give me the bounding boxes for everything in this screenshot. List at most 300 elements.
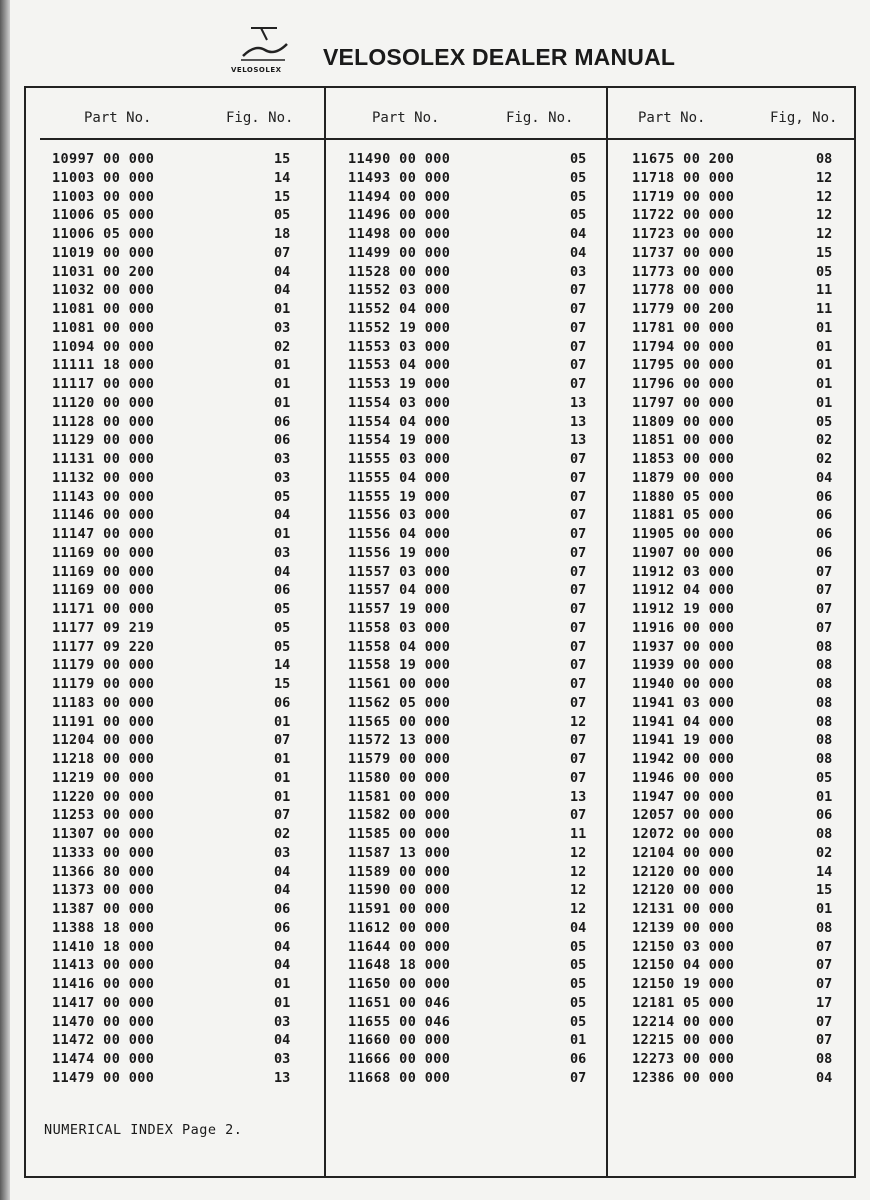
figure-number: 04 <box>570 226 587 242</box>
table-row <box>40 263 336 282</box>
part-number: 11675 00 200 <box>632 151 735 167</box>
part-number: 10997 00 000 <box>52 151 155 167</box>
figure-number: 04 <box>816 469 833 486</box>
part-no-header: Part No. <box>84 110 152 126</box>
figure-number: 12 <box>570 844 587 861</box>
table-row <box>336 713 620 732</box>
part-number: 11881 05 000 <box>632 507 735 524</box>
table-row <box>40 356 336 375</box>
figure-number: 04 <box>274 263 291 280</box>
part-number: 11942 00 000 <box>632 751 735 767</box>
index-table <box>24 86 856 1178</box>
table-row <box>336 1013 620 1032</box>
table-row <box>336 413 620 432</box>
table-row <box>40 225 336 244</box>
figure-number: 01 <box>274 788 291 805</box>
part-number: 11809 00 000 <box>632 413 735 430</box>
part-number: 11651 00 046 <box>348 994 451 1011</box>
figure-number: 06 <box>816 544 833 561</box>
part-number: 11387 00 000 <box>52 901 155 917</box>
table-row <box>336 225 620 244</box>
figure-number: 01 <box>274 769 291 786</box>
part-number: 12214 00 000 <box>632 1013 735 1030</box>
part-number: 11552 03 000 <box>348 282 451 299</box>
figure-number: 07 <box>570 507 587 524</box>
table-row <box>40 338 336 357</box>
table-row <box>620 1013 856 1032</box>
figure-number: 08 <box>816 919 833 936</box>
table-row <box>336 1031 620 1050</box>
part-number: 11795 00 000 <box>632 357 735 374</box>
figure-number: 12 <box>816 169 833 186</box>
figure-number: 05 <box>570 957 587 974</box>
table-row <box>620 188 856 207</box>
table-row <box>336 281 620 300</box>
table-row <box>620 1069 856 1088</box>
figure-number: 07 <box>570 319 587 336</box>
figure-number: 07 <box>570 488 587 505</box>
figure-number: 05 <box>570 1013 587 1030</box>
table-row <box>620 675 856 694</box>
table-row <box>620 919 856 938</box>
part-list <box>40 150 336 1088</box>
figure-number: 07 <box>570 451 587 467</box>
part-number: 11718 00 000 <box>632 169 735 186</box>
part-number: 11472 00 000 <box>52 1032 155 1049</box>
table-row <box>620 975 856 994</box>
table-row <box>336 375 620 394</box>
part-number: 11794 00 000 <box>632 338 735 355</box>
figure-number: 14 <box>274 657 291 674</box>
figure-number: 08 <box>816 751 833 767</box>
figure-number: 07 <box>570 601 587 617</box>
figure-number: 06 <box>570 1051 587 1067</box>
table-row <box>40 469 336 488</box>
part-number: 11668 00 000 <box>348 1069 451 1086</box>
figure-number: 13 <box>570 394 587 411</box>
figure-number: 03 <box>274 844 291 861</box>
table-row <box>620 281 856 300</box>
table-row <box>336 244 620 263</box>
table-row <box>40 563 336 582</box>
part-number: 11916 00 000 <box>632 619 735 636</box>
table-row <box>336 1050 620 1069</box>
table-row <box>620 469 856 488</box>
table-row <box>336 994 620 1013</box>
table-row <box>336 150 620 169</box>
table-row <box>620 881 856 900</box>
part-number: 11589 00 000 <box>348 863 451 880</box>
table-row <box>336 788 620 807</box>
table-row <box>40 938 336 957</box>
figure-number: 04 <box>570 919 587 936</box>
table-row <box>40 750 336 769</box>
figure-number: 04 <box>274 507 291 524</box>
part-number: 11778 00 000 <box>632 282 735 299</box>
figure-number: 11 <box>816 282 833 299</box>
figure-number: 01 <box>274 376 291 392</box>
figure-number: 07 <box>570 357 587 374</box>
part-number: 11562 05 000 <box>348 694 451 711</box>
table-row <box>40 919 336 938</box>
part-number: 11147 00 000 <box>52 526 155 542</box>
part-number: 11417 00 000 <box>52 994 155 1011</box>
figure-number: 01 <box>816 338 833 355</box>
part-number: 11006 05 000 <box>52 207 155 224</box>
figure-number: 04 <box>274 863 291 880</box>
part-number: 11219 00 000 <box>52 769 155 786</box>
figure-number: 05 <box>816 263 833 280</box>
part-number: 11779 00 200 <box>632 301 735 317</box>
table-row <box>336 656 620 675</box>
part-number: 11410 18 000 <box>52 938 155 955</box>
table-row <box>40 1050 336 1069</box>
part-number: 11220 00 000 <box>52 788 155 805</box>
table-row <box>336 431 620 450</box>
part-number: 11554 03 000 <box>348 394 451 411</box>
part-number: 11773 00 000 <box>632 263 735 280</box>
part-number: 11650 00 000 <box>348 976 451 992</box>
figure-number: 07 <box>816 601 833 617</box>
table-row <box>620 900 856 919</box>
part-number: 11496 00 000 <box>348 207 451 224</box>
table-row <box>336 919 620 938</box>
table-row <box>336 188 620 207</box>
figure-number: 08 <box>816 657 833 674</box>
figure-number: 15 <box>816 244 833 261</box>
part-number: 11388 18 000 <box>52 919 155 936</box>
figure-number: 08 <box>816 676 833 692</box>
table-row <box>336 544 620 563</box>
table-row <box>620 994 856 1013</box>
part-number: 11494 00 000 <box>348 188 451 205</box>
part-number: 11879 00 000 <box>632 469 735 486</box>
figure-number: 07 <box>570 769 587 786</box>
table-row <box>40 281 336 300</box>
figure-number: 02 <box>816 432 833 449</box>
figure-number: 05 <box>570 169 587 186</box>
figure-number: 07 <box>816 1013 833 1030</box>
table-row <box>620 394 856 413</box>
figure-number: 01 <box>274 301 291 317</box>
table-row <box>336 300 620 319</box>
part-number: 11565 00 000 <box>348 713 451 730</box>
part-number: 11719 00 000 <box>632 188 735 205</box>
figure-number: 03 <box>274 319 291 336</box>
figure-number: 07 <box>816 582 833 599</box>
part-number: 11177 09 219 <box>52 619 155 636</box>
figure-number: 01 <box>274 526 291 542</box>
figure-number: 01 <box>274 976 291 992</box>
figure-number: 05 <box>570 994 587 1011</box>
part-number: 11941 19 000 <box>632 732 735 749</box>
part-number: 11851 00 000 <box>632 432 735 449</box>
table-row <box>40 638 336 657</box>
figure-number: 03 <box>274 1013 291 1030</box>
table-row <box>40 731 336 750</box>
table-row <box>620 169 856 188</box>
part-number: 12181 05 000 <box>632 994 735 1011</box>
part-number: 11553 19 000 <box>348 376 451 392</box>
table-row <box>40 450 336 469</box>
figure-number: 05 <box>816 769 833 786</box>
table-row <box>620 506 856 525</box>
part-number: 11555 19 000 <box>348 488 451 505</box>
table-row <box>40 900 336 919</box>
table-row <box>620 938 856 957</box>
figure-number: 02 <box>816 844 833 861</box>
table-row <box>336 563 620 582</box>
table-row <box>40 656 336 675</box>
figure-number: 12 <box>570 713 587 730</box>
figure-number: 04 <box>816 1069 833 1086</box>
part-number: 11937 00 000 <box>632 638 735 655</box>
table-row <box>620 263 856 282</box>
table-row <box>40 806 336 825</box>
figure-number: 01 <box>274 994 291 1011</box>
table-row <box>336 525 620 544</box>
part-number: 11183 00 000 <box>52 694 155 711</box>
table-row <box>620 206 856 225</box>
table-row <box>40 544 336 563</box>
figure-number: 07 <box>570 694 587 711</box>
part-number: 12131 00 000 <box>632 901 735 917</box>
figure-number: 05 <box>816 413 833 430</box>
table-row <box>620 375 856 394</box>
figure-number: 06 <box>816 488 833 505</box>
part-number: 11169 00 000 <box>52 563 155 580</box>
figure-number: 12 <box>816 226 833 242</box>
table-row <box>40 863 336 882</box>
table-row <box>40 169 336 188</box>
table-row <box>336 319 620 338</box>
part-number: 11132 00 000 <box>52 469 155 486</box>
figure-number: 07 <box>274 807 291 824</box>
part-number: 11940 00 000 <box>632 676 735 692</box>
figure-number: 13 <box>570 788 587 805</box>
part-number: 11580 00 000 <box>348 769 451 786</box>
figure-number: 03 <box>570 263 587 280</box>
part-number: 11591 00 000 <box>348 901 451 917</box>
figure-number: 12 <box>816 188 833 205</box>
table-row <box>336 806 620 825</box>
figure-number: 07 <box>816 563 833 580</box>
table-row <box>40 1013 336 1032</box>
figure-number: 12 <box>570 882 587 899</box>
part-no-header: Part No. <box>638 110 706 126</box>
part-number: 11581 00 000 <box>348 788 451 805</box>
figure-number: 07 <box>570 619 587 636</box>
part-number: 11474 00 000 <box>52 1051 155 1067</box>
table-row <box>40 525 336 544</box>
figure-number: 07 <box>570 301 587 317</box>
part-number: 11177 09 220 <box>52 638 155 655</box>
figure-number: 05 <box>274 601 291 617</box>
part-number: 12150 19 000 <box>632 976 735 992</box>
table-row <box>336 750 620 769</box>
part-number: 11582 00 000 <box>348 807 451 824</box>
table-row <box>620 1050 856 1069</box>
part-number: 11912 19 000 <box>632 601 735 617</box>
part-number: 11737 00 000 <box>632 244 735 261</box>
part-number: 11169 00 000 <box>52 544 155 561</box>
figure-number: 01 <box>816 319 833 336</box>
table-row <box>40 506 336 525</box>
table-row <box>620 619 856 638</box>
figure-number: 17 <box>816 994 833 1011</box>
fig-no-header: Fig. No. <box>226 110 294 126</box>
figure-number: 06 <box>274 413 291 430</box>
table-row <box>40 956 336 975</box>
part-number: 11143 00 000 <box>52 488 155 505</box>
table-row <box>620 750 856 769</box>
table-row <box>40 619 336 638</box>
part-number: 11781 00 000 <box>632 319 735 336</box>
table-row <box>336 638 620 657</box>
part-number: 11552 04 000 <box>348 301 451 317</box>
figure-number: 01 <box>274 357 291 374</box>
table-row <box>40 788 336 807</box>
part-number: 12072 00 000 <box>632 826 735 842</box>
figure-number: 04 <box>274 282 291 299</box>
table-row <box>40 994 336 1013</box>
table-row <box>336 694 620 713</box>
part-number: 11003 00 000 <box>52 188 155 205</box>
table-row <box>620 300 856 319</box>
table-row <box>336 488 620 507</box>
part-number: 11558 03 000 <box>348 619 451 636</box>
figure-number: 08 <box>816 638 833 655</box>
figure-number: 04 <box>274 957 291 974</box>
part-number: 11553 03 000 <box>348 338 451 355</box>
table-row <box>336 844 620 863</box>
header-rule <box>336 138 620 140</box>
part-number: 11490 00 000 <box>348 151 451 167</box>
table-row <box>336 619 620 638</box>
part-list <box>336 150 620 1088</box>
part-number: 12386 00 000 <box>632 1069 735 1086</box>
figure-number: 14 <box>274 169 291 186</box>
table-row <box>336 956 620 975</box>
figure-number: 15 <box>274 188 291 205</box>
table-row <box>620 525 856 544</box>
table-row <box>620 788 856 807</box>
part-number: 11553 04 000 <box>348 357 451 374</box>
table-row <box>40 825 336 844</box>
part-number: 11528 00 000 <box>348 263 451 280</box>
logo-wordmark: VELOSOLEX <box>231 66 282 74</box>
figure-number: 07 <box>570 1069 587 1086</box>
figure-number: 01 <box>816 788 833 805</box>
part-number: 11120 00 000 <box>52 394 155 411</box>
table-row <box>336 975 620 994</box>
figure-number: 08 <box>816 826 833 842</box>
part-number: 11556 19 000 <box>348 544 451 561</box>
figure-number: 12 <box>570 863 587 880</box>
part-number: 11572 13 000 <box>348 732 451 749</box>
part-number: 11413 00 000 <box>52 957 155 974</box>
part-number: 11366 80 000 <box>52 863 155 880</box>
figure-number: 06 <box>274 432 291 449</box>
table-row <box>40 1031 336 1050</box>
fig-no-header: Fig. No. <box>506 110 574 126</box>
figure-number: 02 <box>274 826 291 842</box>
figure-number: 07 <box>570 526 587 542</box>
table-row <box>620 1031 856 1050</box>
part-number: 12215 00 000 <box>632 1032 735 1049</box>
figure-number: 05 <box>570 938 587 955</box>
part-list <box>620 150 856 1088</box>
figure-number: 08 <box>816 713 833 730</box>
figure-number: 02 <box>816 451 833 467</box>
figure-number: 04 <box>274 938 291 955</box>
table-row <box>620 825 856 844</box>
table-row <box>620 694 856 713</box>
figure-number: 15 <box>816 882 833 899</box>
part-number: 11797 00 000 <box>632 394 735 411</box>
part-number: 11218 00 000 <box>52 751 155 767</box>
part-number: 11498 00 000 <box>348 226 451 242</box>
figure-number: 01 <box>274 713 291 730</box>
figure-number: 06 <box>274 694 291 711</box>
table-row <box>336 581 620 600</box>
part-number: 11941 03 000 <box>632 694 735 711</box>
figure-number: 07 <box>570 469 587 486</box>
table-row <box>336 1069 620 1088</box>
table-row <box>40 413 336 432</box>
part-number: 11111 18 000 <box>52 357 155 374</box>
figure-number: 01 <box>816 394 833 411</box>
index-column-1 <box>40 88 336 1176</box>
table-row <box>620 150 856 169</box>
figure-number: 01 <box>570 1032 587 1049</box>
table-row <box>40 581 336 600</box>
part-number: 11644 00 000 <box>348 938 451 955</box>
part-number: 11179 00 000 <box>52 657 155 674</box>
figure-number: 04 <box>274 1032 291 1049</box>
part-number: 11128 00 000 <box>52 413 155 430</box>
part-number: 12120 00 000 <box>632 863 735 880</box>
table-row <box>620 600 856 619</box>
index-column-3 <box>620 88 856 1176</box>
table-row <box>620 638 856 657</box>
table-row <box>620 769 856 788</box>
part-number: 11666 00 000 <box>348 1051 451 1067</box>
part-number: 11171 00 000 <box>52 601 155 617</box>
part-number: 11470 00 000 <box>52 1013 155 1030</box>
figure-number: 05 <box>274 619 291 636</box>
table-row <box>40 244 336 263</box>
table-row <box>336 731 620 750</box>
table-row <box>40 188 336 207</box>
part-number: 11416 00 000 <box>52 976 155 992</box>
figure-number: 07 <box>570 582 587 599</box>
table-row <box>40 694 336 713</box>
fig-no-header: Fig, No. <box>770 110 838 126</box>
header-rule <box>40 138 340 140</box>
figure-number: 07 <box>570 338 587 355</box>
table-row <box>336 900 620 919</box>
figure-number: 03 <box>274 1051 291 1067</box>
part-number: 11081 00 000 <box>52 319 155 336</box>
figure-number: 01 <box>816 376 833 392</box>
figure-number: 06 <box>274 582 291 599</box>
part-number: 11006 05 000 <box>52 226 155 242</box>
table-row <box>620 319 856 338</box>
part-number: 12150 04 000 <box>632 957 735 974</box>
part-number: 11094 00 000 <box>52 338 155 355</box>
table-row <box>336 938 620 957</box>
